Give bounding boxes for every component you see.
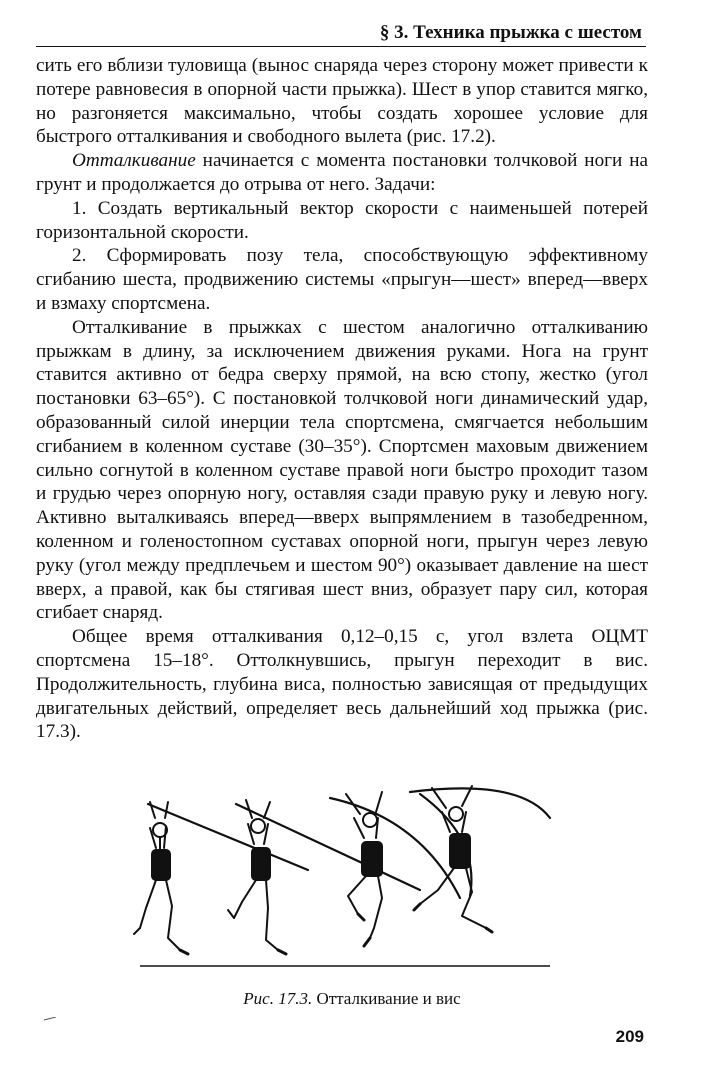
figure-caption — [0, 989, 704, 1009]
paragraph-task-2: 2. Сформировать позу тела, способствующую эффективному сгибанию шеста, продвижению системы «прыгун—шест» вперед—вверх и взмаху спортсмена. — [36, 245, 648, 314]
page-number: 209 — [615, 1027, 644, 1046]
running-header — [36, 20, 646, 47]
body-text — [36, 54, 648, 744]
paragraph-task-1: 1. Создать вертикальный вектор скорости с наименьшей потерей горизонтальной скорости. — [36, 197, 648, 243]
term-ottalkivanie: Отталкивание — [72, 150, 196, 172]
paragraph-2 — [36, 149, 648, 197]
caption-text: Отталкивание и вис — [312, 989, 461, 1008]
section-title: § 3. Техника прыжка с шестом — [379, 22, 642, 43]
paragraph-5: Отталкивание в прыжках с шестом аналогично отталкиванию прыжкам в длину, за исключением движения руками. Нога на грунт ставится активно от бедра сверху прямой, на всю стопу, жестко (угол постановки 63–65°). С постановкой толчковой ноги динамический удар, образованный силой инерции тела спортсмена, смягчается небольшим сгибанием в коленном суставе (30–35°). Спортсмен маховым движением сильно согнутой в коленном суставе правой ноги быстро проходит тазом и грудью через опорную ногу, оставляя сзади правую руку и левую ногу. Активно выталкиваясь вперед—вверх выпрямлением в тазобедренном, коленном и голеностопном суставах опорной ноги, прыгун через левую руку (угол между предплечьем и шестом 90°) оказывает давление на шест вверх, а правой, как бы стягивая шест вниз, образует пару сил, которая сгибает снаряд. — [36, 316, 648, 624]
figure-illustration — [120, 778, 570, 978]
caption-label: Рис. 17.3. — [243, 989, 313, 1008]
paragraph-2-rest: начинается с момента постановки толчковой ноги на грунт и продолжается до отрыва от него. Задачи: — [36, 150, 648, 195]
athlete-figure-3 — [330, 792, 460, 946]
athlete-figure-4 — [410, 786, 550, 932]
paragraph-6: Общее время отталкивания 0,12–0,15 с, угол взлета ОЦМТ спортсмена 15–18°. Оттолкнувшись, прыгун переходит в вис. Продолжительность, глубина виса, полностью зависящая от предыдущих двигательных действий, определяет весь дальнейший ход прыжка (рис. 17.3). — [36, 626, 648, 743]
scan-speck — [44, 1017, 56, 1021]
paragraph-1: сить его вблизи туловища (вынос снаряда через сторону может привести к потере равновесия в опорной части прыжка). Шест в упор ставится мягко, но разгоняется максимально, чтобы создать хорошее условие для быстрого отталкивания и свободного вылета (рис. 17.2). — [36, 55, 648, 148]
